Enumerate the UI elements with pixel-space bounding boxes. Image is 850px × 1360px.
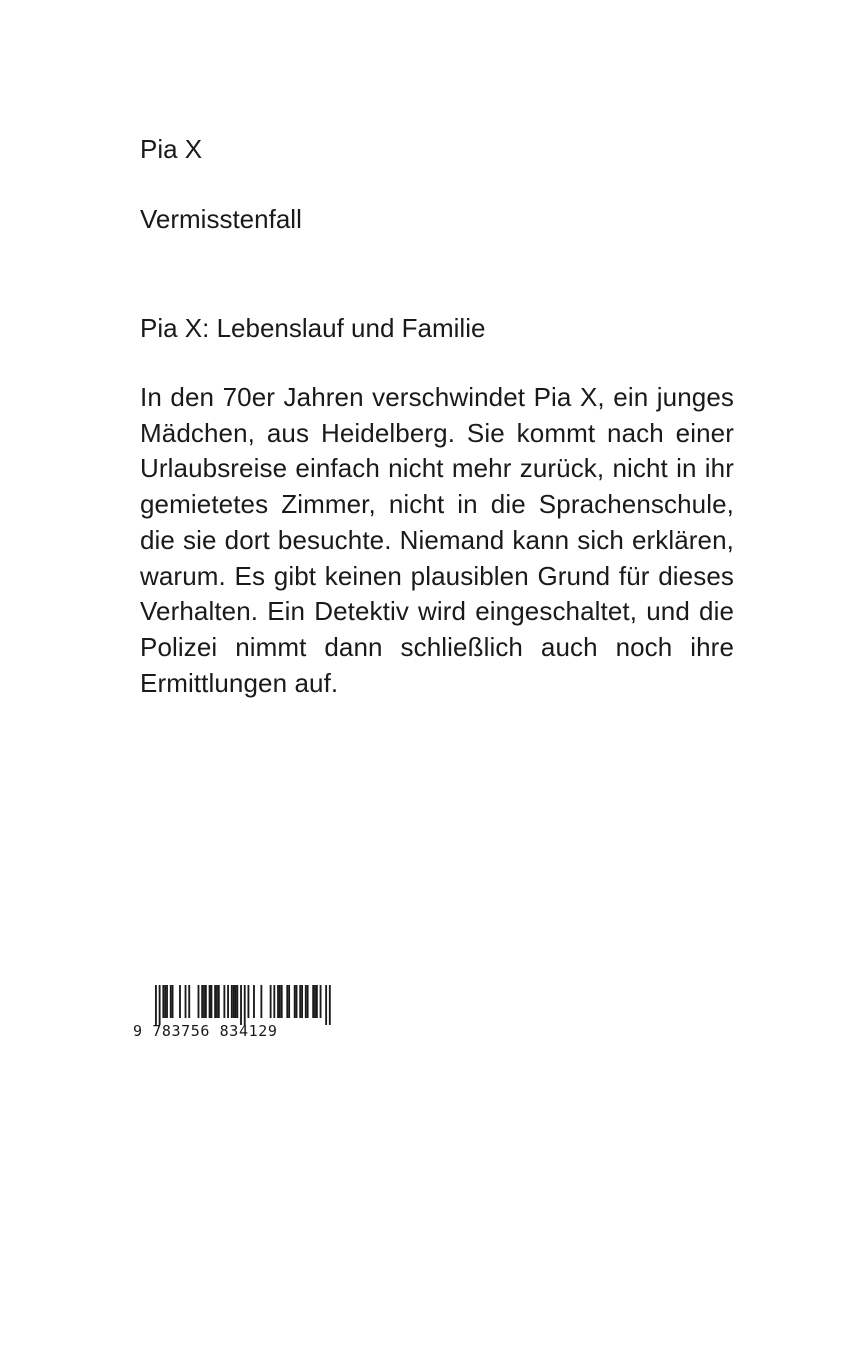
barcode-bar [277, 985, 279, 1018]
barcode-bar [240, 985, 242, 1025]
barcode-bar [198, 985, 200, 1018]
barcode-bar [316, 985, 318, 1018]
barcode-bar [281, 985, 283, 1018]
barcode-bar [320, 985, 322, 1018]
barcode-bar [260, 985, 262, 1018]
barcode-bar [166, 985, 168, 1018]
barcode-bar [159, 985, 161, 1025]
barcode-bar [216, 985, 218, 1018]
barcode-bar [233, 985, 235, 1018]
barcode-bar [218, 985, 220, 1018]
barcode-bar [155, 985, 157, 1025]
barcode-bar [231, 985, 233, 1018]
barcode-bar [236, 985, 238, 1018]
barcode-bar [307, 985, 309, 1018]
barcode-bar [172, 985, 174, 1018]
barcode-bars [133, 985, 333, 1025]
barcode-bar [286, 985, 288, 1018]
barcode-bar [329, 985, 331, 1025]
barcode-bar [299, 985, 301, 1018]
book-title: Vermisstenfall [140, 204, 302, 234]
barcode-bar [209, 985, 211, 1018]
barcode-bar [227, 985, 229, 1018]
barcode-bar [162, 985, 164, 1018]
barcode-bar [312, 985, 314, 1018]
barcode-bar [223, 985, 225, 1018]
barcode-bar [273, 985, 275, 1018]
barcode-bar [211, 985, 213, 1018]
section-heading: Pia X: Lebenslauf und Familie [140, 313, 486, 343]
barcode-bar [248, 985, 250, 1018]
barcode-bar [179, 985, 181, 1018]
barcode-bar [235, 985, 237, 1018]
isbn-number: 9 783756 834129 [133, 1022, 278, 1040]
barcode-bar [188, 985, 190, 1018]
barcode-bar [288, 985, 290, 1018]
barcode-bar [244, 985, 246, 1025]
barcode-bar [170, 985, 172, 1018]
author-name: Pia X [140, 134, 203, 164]
barcode-bar [201, 985, 203, 1018]
barcode-bar [214, 985, 216, 1018]
barcode-bar [270, 985, 272, 1018]
barcode-bar [203, 985, 205, 1018]
barcode-bar [314, 985, 316, 1018]
barcode-bar [185, 985, 187, 1018]
barcode-bar [301, 985, 303, 1018]
barcode-bar [205, 985, 207, 1018]
barcode-bar [164, 985, 166, 1018]
barcode-bar [279, 985, 281, 1018]
barcode-bar [294, 985, 296, 1018]
barcode-bar [296, 985, 298, 1018]
blurb-text: In den 70er Jahren verschwindet Pia X, ein junges Mädchen, aus Heidelberg. Sie kommt nach einer Urlaubsreise einfach nicht mehr zurück, nicht in ihr gemietetes Zimmer, nicht in die Sprachenschule, die sie dort besuchte. Niemand kann sich erklären, warum. Es gibt keinen plausiblen Grund für dieses Verhalten. Ein Detektiv wird eingeschaltet, und die Polizei nimmt dann schließlich auch noch ihre Ermittlungen auf. [140, 382, 734, 698]
barcode-bar [325, 985, 327, 1025]
barcode-bar [305, 985, 307, 1018]
barcode-bar [253, 985, 255, 1018]
